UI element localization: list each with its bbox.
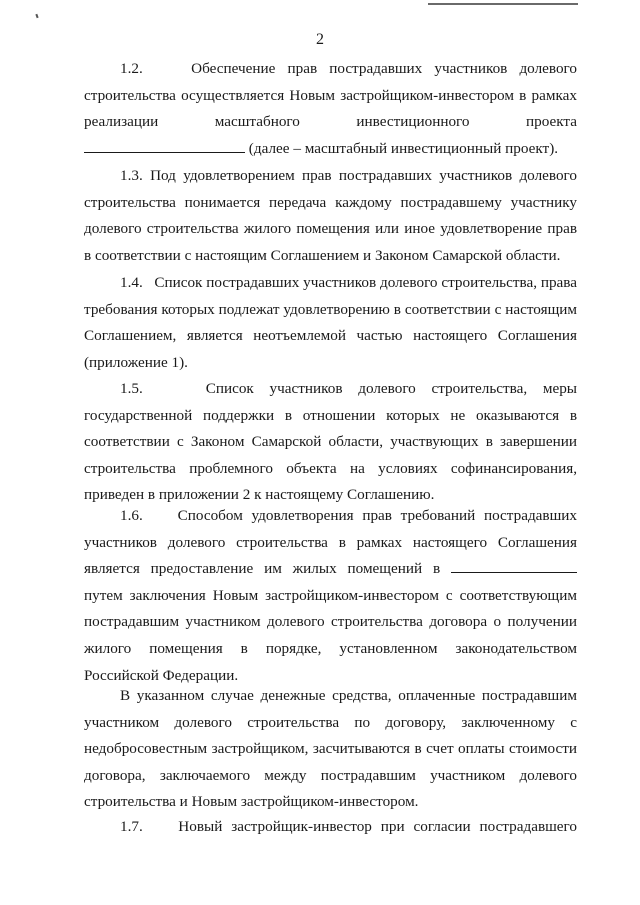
paragraph-number: 1.2. xyxy=(120,60,143,77)
paragraph-number: 1.7. xyxy=(120,818,143,835)
paragraph-1-6-continued xyxy=(84,683,577,816)
paragraph-text: Новый застройщик-инвестор при согласии пострадавшего xyxy=(178,818,577,835)
paragraph-1-4 xyxy=(84,270,577,376)
page-number: 2 xyxy=(316,31,324,48)
paragraph-text-after: (далее – масштабный инвестиционный проект). xyxy=(248,139,559,157)
paragraph-text: Список участников долевого строительства, меры государственной поддержки в отношении которых не оказываются в соответствии с Законом Самарской области, участвующих в завершении строительства проблемного объекта на условиях софинансирования, приведен в приложении 2 к настоящему Соглашению. xyxy=(84,380,578,504)
paragraph-text: Список пострадавших участников долевого строительства, права требования которых подлежат удовлетворению в соответствии с настоящим Соглашением, является неотъемлемой частью настоящего Соглашения (приложение 1). xyxy=(84,274,578,371)
paragraph-text: Под удовлетворением прав пострадавших участников долевого строительства понимается передача каждому пострадавшему участнику долевого строительства жилого помещения или иное удовлетворение прав в соответствии с настоящим Соглашением и Законом Самарской области. xyxy=(84,167,577,264)
blank-location xyxy=(451,558,577,573)
blank-project-name xyxy=(84,138,245,153)
paragraph-1-3 xyxy=(84,163,577,269)
top-rule xyxy=(428,3,578,5)
paragraph-number: 1.4. xyxy=(120,274,143,291)
paragraph-1-6 xyxy=(84,503,577,689)
paragraph-text: Обеспечение прав пострадавших участников долевого строительства осуществляется Новым застройщиком-инвестором в рамках реализации масштабного инвестиционного проекта xyxy=(84,60,577,131)
paragraph-1-5 xyxy=(84,376,577,509)
paragraph-number: 1.5. xyxy=(120,380,143,397)
paragraph-number: 1.6. xyxy=(120,507,143,524)
paragraph-text: Способом удовлетворения прав требований пострадавших участников долевого строительства в рамках настоящего Соглашения является предоставление им жилых помещений в xyxy=(84,507,577,578)
scan-mark xyxy=(35,14,38,18)
paragraph-text-after: путем заключения Новым застройщиком-инвестором с соответствующим пострадавшим участником долевого строительства договора о получении жилого помещения в порядке, установленном законодательством Российской Федерации. xyxy=(84,586,577,684)
paragraph-number: 1.3. xyxy=(120,167,143,184)
paragraph-1-2 xyxy=(84,56,577,162)
paragraph-1-7 xyxy=(84,814,577,841)
paragraph-text: В указанном случае денежные средства, оплаченные пострадавшим участником долевого строительства по договору, заключенному с недобросовестным застройщиком, засчитываются в счет оплаты стоимости договора, заключаемого между пострадавшим участником долевого строительства и Новым застройщиком-инвестором. xyxy=(84,687,577,811)
